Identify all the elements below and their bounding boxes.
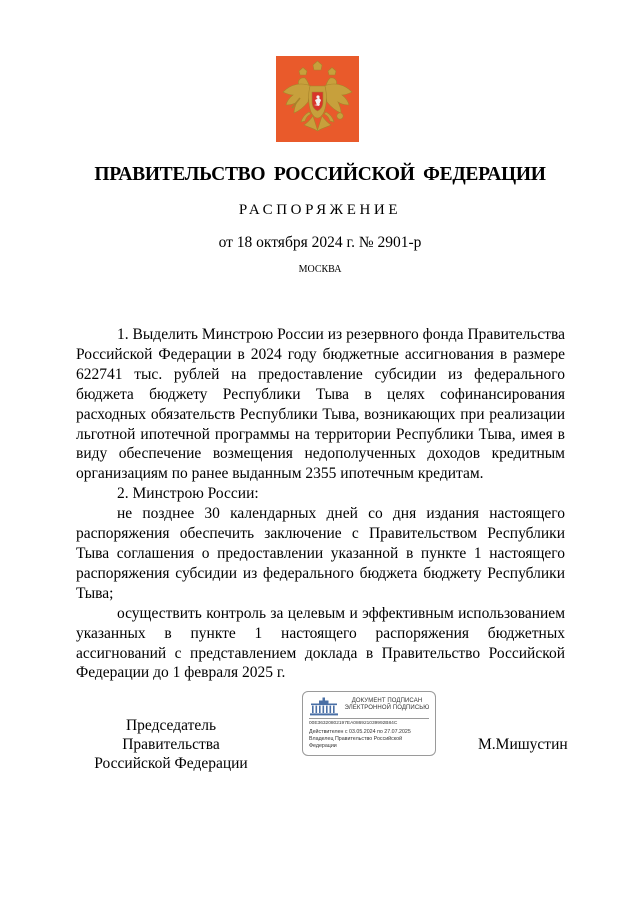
document-type: РАСПОРЯЖЕНИЕ: [238, 202, 402, 218]
document-date-number: от 18 октября 2024 г. № 2901-р: [218, 234, 422, 251]
paragraph-item-1: 1. Выделить Минстрою России из резервного фонда Правительства Российской Федерации в 2024 году бюджетные ассигнования в размере 622741 тыс. рублей на предоставление субсидии из федерального бюджета бюджету Республики Тыва в целях софинансирования расходных обязательств Республики Тыва, возникающих при реализации льготной ипотечной программы на территории Республики Тыва, имея в виду обеспечение возмещения недополученных доходов кредитным организациям по ранее выданным 2355 ипотечным кредитам.: [76, 326, 565, 483]
coat-of-arms-emblem: [276, 56, 359, 142]
stamp-heading: [340, 698, 434, 712]
document-body: [76, 325, 565, 683]
paragraph-item-2-sub-1: не позднее 30 календарных дней со дня издания настоящего распоряжения обеспечить заключение с Правительством Республики Тыва соглашения о предоставлении указанной в пункте 1 настоящего распоряжения субсидии из федерального бюджета бюджету Республики Тыва;: [76, 505, 565, 602]
signer-position-line-2: Российской Федерации: [94, 755, 248, 772]
government-title: ПРАВИТЕЛЬСТВО РОССИЙСКОЙ ФЕДЕРАЦИИ: [94, 164, 546, 185]
document-city: МОСКВА: [298, 264, 342, 275]
paragraph-item-2-sub-2: осуществить контроль за целевым и эффективным использованием указанных в пункте 1 настоящего распоряжения бюджетных ассигнований с представлением доклада в Правительство Российской Федерации до 1 февраля 2025 г.: [76, 604, 565, 682]
electronic-signature-stamp: [302, 691, 436, 756]
signer-name: М.Мишустин: [478, 736, 568, 753]
double-headed-eagle-icon: [276, 56, 359, 142]
stamp-heading-line-1: ДОКУМЕНТ ПОДПИСАН: [351, 698, 423, 704]
stamp-owner: Владелец Правительство Российской Федерации: [309, 736, 403, 749]
signer-position-line-1: Председатель Правительства: [122, 717, 220, 753]
stamp-certificate-number: 00E36320802197EA086921039992B84C: [309, 721, 398, 726]
stamp-divider: [309, 718, 429, 719]
stamp-heading-line-2: ЭЛЕКТРОННОЙ ПОДПИСЬЮ: [344, 705, 430, 711]
paragraph-item-2: 2. Минстрою России:: [117, 485, 259, 503]
stamp-validity-period: Действителен с 03.05.2024 по 27.07.2025: [309, 729, 411, 735]
government-building-icon: [309, 697, 339, 716]
signer-position: [76, 716, 266, 773]
